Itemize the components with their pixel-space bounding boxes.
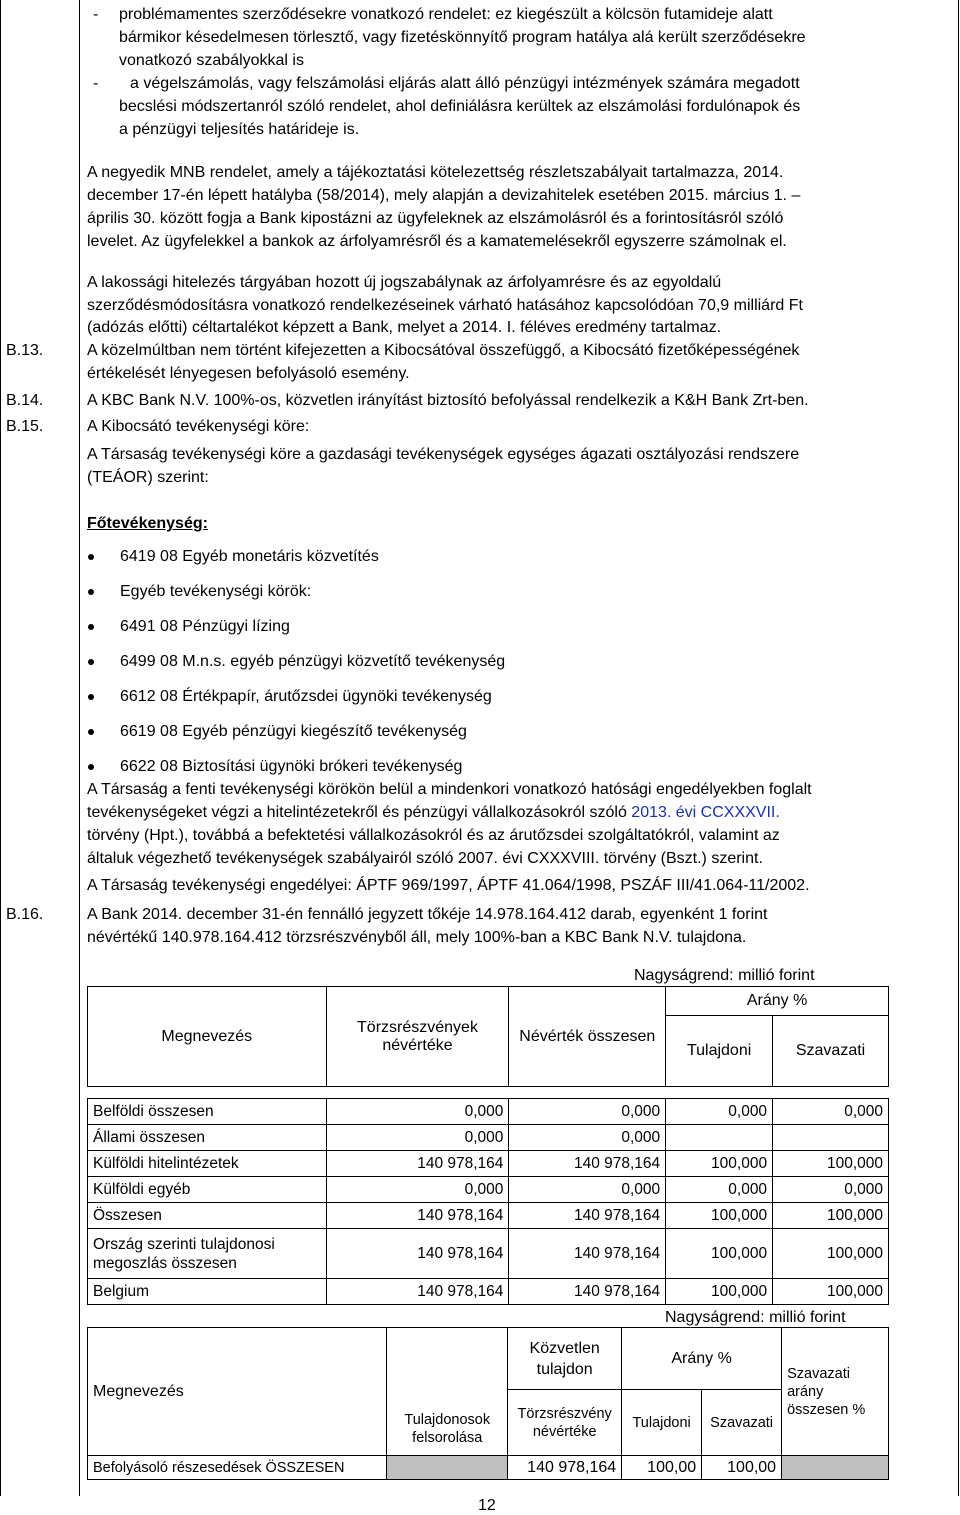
table2-header-szavazati: Szavazati <box>702 1390 782 1456</box>
section-label-b15: B.15. <box>6 418 44 435</box>
section-label-b13: B.13. <box>6 342 44 359</box>
b15-permits: A Társaság tevékenységi engedélyei: ÁPTF 969/1997, ÁPTF 41.064/1998, PSZÁF III/41.064-11/2002. <box>87 877 810 894</box>
main-activity-heading: Főtevékenység: <box>87 515 208 532</box>
b15-title: A Kibocsátó tevékenységi köre: <box>87 418 310 435</box>
table2-header-name: Megnevezés <box>88 1328 387 1456</box>
table1-header-name: Megnevezés <box>88 987 327 1087</box>
dash-item-line: vonatkozó szabályokkal is <box>119 52 304 69</box>
table1-header-arany: Arány % <box>666 987 889 1016</box>
dash-item-line: a végelszámolás, vagy felszámolási eljárás alatt álló pénzügyi intézmények számára megadott <box>130 75 800 92</box>
provision-paragraph-line: szerződésmódosításra vonatkozó rendelkezéseinek várható hatásához kapcsolódóan 70,9 milliárd Ft <box>87 297 803 314</box>
mnb-paragraph-line: levelet. Az ügyfelekkel a bankok az árfolyamrésről és a kamatemelésekről egyszerre számolnak el. <box>87 233 787 250</box>
mnb-paragraph-line: április 30. között fogja a Bank kipostázni az ügyfeleknek az elszámolásról és a forintosításról szóló <box>87 210 784 227</box>
activity-item: 6619 08 Egyéb pénzügyi kiegészítő tevékenység <box>120 723 467 740</box>
page-number: 12 <box>478 1497 496 1514</box>
table-row: Ország szerinti tulajdonosi megoszlás összesen 140 978,164 140 978,164 100,000 100,000 <box>88 1229 889 1279</box>
b16-text-line: névértékű 140.978.164.412 törzsrészvényből áll, mely 100%-ban a KBC Bank N.V. tulajdona. <box>87 929 747 946</box>
table-row: Befolyásoló részesedések ÖSSZESEN 140 978,164 100,00 100,00 <box>88 1456 889 1480</box>
b15-license-line: A Társaság a fenti tevékenységi körökön belül a mindenkori vonatkozó hatósági engedélyekben foglalt <box>87 781 812 798</box>
table2-header-total: Szavazati arány összesen % <box>782 1328 889 1456</box>
bullet-icon <box>88 659 94 665</box>
b13-text-line: A közelmúltban nem történt kifejezetten a Kibocsátóval összefüggő, a Kibocsátó fizetőképességének <box>87 342 800 359</box>
major-shareholders-table <box>87 1327 889 1480</box>
b15-license-line: tevékenységeket végzi a hitelintézetekről és pénzügyi vállalkozásokról szóló 2013. évi CCXXXVII. <box>87 804 780 821</box>
table1-header-szavazati: Szavazati <box>773 1016 889 1087</box>
law-link[interactable]: 2013. évi CCXXXVII. <box>631 804 780 821</box>
b13-text-line: értékelését lényegesen befolyásoló esemény. <box>87 365 410 382</box>
activity-item: 6612 08 Értékpapír, árutőzsdei ügynöki tevékenység <box>120 688 492 705</box>
table2-caption: Nagyságrend: millió forint <box>665 1309 846 1326</box>
dash-marker: - <box>93 75 99 92</box>
table-row: Külföldi hitelintézetek 140 978,164 140 978,164 100,000 100,000 <box>88 1151 889 1177</box>
bullet-icon <box>88 729 94 735</box>
table1-header-tulajdoni: Tulajdoni <box>666 1016 773 1087</box>
dash-item-line: bármikor késedelmesen törlesztő, vagy fizetéskönnyítő program hatálya alá került szerződésekre <box>119 29 806 46</box>
bullet-icon <box>88 589 94 595</box>
table2-header-tulajdoni: Tulajdoni <box>622 1390 702 1456</box>
dash-marker: - <box>93 6 99 23</box>
dash-item-line: problémamentes szerződésekre vonatkozó rendelet: ez kiegészült a kölcsön futamideje alatt <box>119 6 773 23</box>
table1-caption: Nagyságrend: millió forint <box>634 967 815 984</box>
table-row: Belgium 140 978,164 140 978,164 100,000 100,000 <box>88 1279 889 1305</box>
mnb-paragraph-line: december 17-én lépett hatályba (58/2014), mely alapján a devizahitelek esetében 2015. március 1. – <box>87 187 801 204</box>
activity-item: 6499 08 M.n.s. egyéb pénzügyi közvetítő tevékenység <box>120 653 506 670</box>
bullet-icon <box>88 694 94 700</box>
b15-license-line: törvény (Hpt.), továbbá a befektetési vállalkozásokról és az árutőzsdei szolgáltatókról, valamint az <box>87 827 780 844</box>
bullet-icon <box>88 554 94 560</box>
dash-item-line: becslési módszertanról szóló rendelet, ahol definiálásra kerültek az elszámolási fordulónapok és <box>119 98 801 115</box>
b15-license-line: általuk végezhető tevékenységek szabályairól szóló 2007. évi CXXXVIII. törvény (Bszt.) szerint. <box>87 850 763 867</box>
table2-header-owners: Tulajdonosok felsorolása <box>387 1328 508 1456</box>
bullet-icon <box>88 764 94 770</box>
section-label-b16: B.16. <box>6 906 44 923</box>
table1-header-torzs: Törzsrészvények névértéke <box>326 987 509 1087</box>
table1-header-nevertek: Névérték összesen <box>509 987 666 1087</box>
table-row: Külföldi egyéb 0,000 0,000 0,000 0,000 <box>88 1177 889 1203</box>
activity-item: Egyéb tevékenységi körök: <box>120 583 312 600</box>
table-row: Állami összesen 0,000 0,000 <box>88 1125 889 1151</box>
table2-header-torzs: Törzsrészvény névértéke <box>508 1390 622 1456</box>
table-row: Összesen 140 978,164 140 978,164 100,000 100,000 <box>88 1203 889 1229</box>
b15-text-line: (TEÁOR) szerint: <box>87 469 209 486</box>
column-divider <box>79 0 80 1496</box>
table-row: Belföldi összesen 0,000 0,000 0,000 0,000 <box>88 1099 889 1125</box>
b16-text-line: A Bank 2014. december 31-én fennálló jegyzett tőkéje 14.978.164.412 darab, egyenként 1 forint <box>87 906 768 923</box>
mnb-paragraph-line: A negyedik MNB rendelet, amely a tájékoztatási kötelezettség részletszabályait tartalmazza, 2014. <box>87 164 784 181</box>
table2-header-arany: Arány % <box>622 1328 782 1390</box>
bullet-icon <box>88 624 94 630</box>
section-label-b14: B.14. <box>6 392 44 409</box>
dash-item-line: a pénzügyi teljesítés határideje is. <box>119 121 360 138</box>
b15-text-line: A Társaság tevékenységi köre a gazdasági tevékenységek egységes ágazati osztályozási rendszere <box>87 446 800 463</box>
ownership-table <box>87 986 889 1305</box>
activity-item: 6622 08 Biztosítási ügynöki brókeri tevékenység <box>120 758 463 775</box>
provision-paragraph-line: (adózás előtti) céltartalékot képzett a Bank, melyet a 2014. I. féléves eredmény tartalmaz. <box>87 319 722 336</box>
b14-text-line: A KBC Bank N.V. 100%-os, közvetlen irányítást biztosító befolyással rendelkezik a K&H Bank Zrt-ben. <box>87 392 809 409</box>
activity-item: 6491 08 Pénzügyi lízing <box>120 618 290 635</box>
activity-item: 6419 08 Egyéb monetáris közvetítés <box>120 548 379 565</box>
provision-paragraph-line: A lakossági hitelezés tárgyában hozott új jogszabálynak az árfolyamrésre és az egyoldalú <box>87 274 722 291</box>
table2-header-direct: Közvetlen tulajdon <box>508 1328 622 1390</box>
